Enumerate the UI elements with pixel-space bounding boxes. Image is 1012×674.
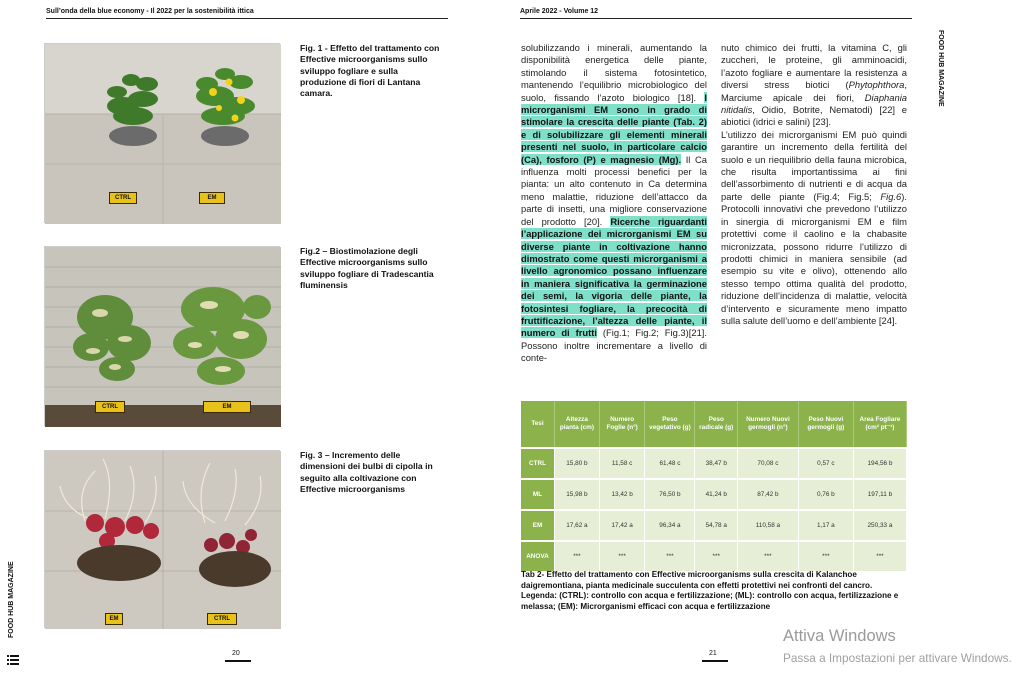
col2-paragraph-2 <box>721 129 907 328</box>
figure-3-caption: Fig. 3 – Incremento delle dimensioni dei bulbi di cipolla in seguito alla coltivazione con Effective microorganisms <box>300 450 433 494</box>
left-header-rule <box>46 18 448 19</box>
table-header-cell: Peso Nuovi germogli (g) <box>799 401 854 447</box>
table-cell: 87,42 b <box>738 478 799 509</box>
figure-3-label-b: CTRL <box>207 613 237 625</box>
figure-1-label-b: EM <box>199 192 225 204</box>
col1-text-1: solubilizzando i minerali, aumentando la disponibilità energetica delle piante, stimolando il sistema fotosintetico, mantenendo l’equilibrio microbiologico del suolo, fissando l’azoto biologico [18]. <box>521 42 707 103</box>
table-header-cell: Numero Nuovi germogli (n°) <box>738 401 799 447</box>
table-header-cell: Peso vegetativo (g) <box>645 401 695 447</box>
windows-activation-subtitle: Passa a Impostazioni per attivare Windows. <box>783 651 1012 665</box>
table-cell: 110,58 a <box>738 509 799 540</box>
table-cell: *** <box>600 540 646 571</box>
table-cell: 96,34 a <box>645 509 695 540</box>
right-header-rule <box>520 18 912 19</box>
table-row <box>521 447 907 478</box>
col2-p1-text-a: nuto chimico dei frutti, la vitamina C, gli zuccheri, le proteine, gli amminoacidi, l’azoto fogliare e aumentare la resistenza a diversi stress biotici ( <box>721 42 907 91</box>
article-column-1 <box>521 42 707 365</box>
right-page-header: Aprile 2022 - Volume 12 <box>520 8 599 15</box>
table-cell: 76,50 b <box>645 478 695 509</box>
right-page-number: 21 <box>709 650 717 657</box>
col2-p2-italic-fig6: Fig.6 <box>880 190 902 202</box>
table-row <box>521 540 907 571</box>
table-cell: 70,08 c <box>738 447 799 478</box>
table-cell: *** <box>645 540 695 571</box>
table-header-cell: Peso radicale (g) <box>695 401 738 447</box>
right-side-label: FOOD HUB MAGAZINE <box>937 30 944 107</box>
col2-p1-italic-phytophthora: Phytophthora <box>848 79 905 91</box>
figure-1-label-a: CTRL <box>109 192 137 204</box>
col1-text-3: (Fig.1; Fig.2; Fig.3)[21]. Possono inoltre incrementare a livello di conte- <box>521 327 708 364</box>
right-page-number-rule <box>702 660 728 662</box>
col2-p2-text-a: L’utilizzo dei microrganismi EM può quindi garantire un incremento della fertilità del suolo e un riequilibrio della fauna microbica, che risulta importantissima ai fini dell’assorbimento di nutrienti e di acqua da parte delle piante (Fig.4; Fig.5; <box>721 128 907 202</box>
figure-2-caption: Fig.2 – Biostimolazione degli Effective microorganisms sullo sviluppo fogliare di Tradescantia fluminensis <box>300 246 434 290</box>
col2-p1-text-c: , Marciume apicale dei fiori, <box>721 79 907 103</box>
table-cell: 54,78 a <box>695 509 738 540</box>
table-header-row <box>521 401 907 447</box>
table-row <box>521 509 907 540</box>
col2-p2-text-c: ). Protocolli innovativi che prevedono l’utilizzo in sinergia di microrganismi EM e film protettivi come il caolino e la chabasite micronizzata, possono ridurre l’utilizzo di prodotti chimici in maniera sensibile (ad esempio su vite e olivo), ottenendo allo stesso tempo ottima qualità del prodotto, riduzione dell’incidenza di malattie, velocità d’intervento e sicuramente meno impatto sulla salute dell’uomo e dell’ambiente [24]. <box>721 190 907 326</box>
figure-2-label-a: CTRL <box>95 401 125 413</box>
table-cell: 0,76 b <box>799 478 854 509</box>
table-cell: 250,33 a <box>854 509 907 540</box>
col1-highlight-1: I microrganismi EM sono in grado di stimolare la crescita delle piante (Tab. 2) e di solubilizzare gli elementi minerali presenti nel suolo, in particolare calcio (Ca), fosforo (P) e magnesio (Mg). <box>521 91 708 165</box>
table-cell: 61,48 c <box>645 447 695 478</box>
table-cell: *** <box>799 540 854 571</box>
figure-1-photo <box>44 43 280 223</box>
table-header-cell: Numero Foglie (n°) <box>600 401 646 447</box>
col2-p1-text-e: , Oidio, Botrite, Nematodi) [22] e abiotici (idrici e salini) [23]. <box>721 104 907 128</box>
table-cell: 15,80 b <box>555 447 600 478</box>
left-page-number: 20 <box>232 650 240 657</box>
table-cell: *** <box>555 540 600 571</box>
col1-text-2: Il Ca influenza molti processi benefici per la pianta: un alto contenuto in Ca determina meno malattie, riduzione dell’attacco da parte di insetti, una migliore conservazione del prodotto [20]. <box>521 153 707 227</box>
table-row-label: ML <box>521 478 555 509</box>
table-row <box>521 478 907 509</box>
results-table <box>521 401 907 571</box>
table-cell: 0,57 c <box>799 447 854 478</box>
table-cell: 15,98 b <box>555 478 600 509</box>
table-row-label: ANOVA <box>521 540 555 571</box>
table-row-label: EM <box>521 509 555 540</box>
table-cell: 17,42 a <box>600 509 646 540</box>
col2-p1-italic-diaphania: Diaphania nitidalis <box>721 91 907 116</box>
menu-list-icon[interactable] <box>7 654 19 666</box>
table-header-cell: Altezza pianta (cm) <box>555 401 600 447</box>
left-page-number-rule <box>225 660 251 662</box>
col1-highlight-2: Ricerche riguardanti l’applicazione dei microrganismi EM su diverse piante in coltivazione hanno dimostrato come questi microrganismi a livello agronomico possano influenzare in maniera significativa la germinazione dei semi, la vigoria delle piante, la fotosintesi fogliare, la precocità di fruttificazione, l’altezza delle piante, il numero di frutti <box>521 215 707 339</box>
table-cell: 194,56 b <box>854 447 907 478</box>
table-cell: 41,24 b <box>695 478 738 509</box>
table-row-label: CTRL <box>521 447 555 478</box>
table-cell: 17,62 a <box>555 509 600 540</box>
table-cell: 38,47 b <box>695 447 738 478</box>
windows-activation-title: Attiva Windows <box>783 627 896 645</box>
left-side-label: FOOD HUB MAGAZINE <box>8 561 15 638</box>
table-cell: *** <box>854 540 907 571</box>
figure-3-photo <box>44 450 280 628</box>
table-cell: 13,42 b <box>600 478 646 509</box>
article-column-2 <box>721 42 907 327</box>
figure-2-photo <box>44 246 280 426</box>
figure-1-caption: Fig. 1 - Effetto del trattamento con Effective microorganisms sullo sviluppo fogliare e sulla produzione di fiori di Lantana camara. <box>300 43 440 99</box>
table-cell: 1,17 a <box>799 509 854 540</box>
col2-paragraph-1 <box>721 42 907 129</box>
figure-2-label-b: EM <box>203 401 251 413</box>
table-cell: *** <box>738 540 799 571</box>
left-page-header: Sull’onda della blue economy - Il 2022 per la sostenibilità ittica <box>46 8 254 15</box>
table-caption: Tab 2- Effetto del trattamento con Effective microorganisms sulla crescita di Kalanchoe daigremontiana, pianta medicinale succulenta con effetti protettivi nei confronti del cancro. Legenda: (CTRL): controllo con acqua e fertilizzazione; (ML): controllo con acqua, fertilizzazione e melassa; (EM): Microrganismi efficaci con acqua e fertilizzazione <box>521 570 899 611</box>
table-cell: 11,58 c <box>600 447 646 478</box>
figure-3-label-a: EM <box>105 613 123 625</box>
table-header-cell: Tesi <box>521 401 555 447</box>
table-header-cell: Area Fogliare (cm² pt⁻¹) <box>854 401 907 447</box>
table-cell: 197,11 b <box>854 478 907 509</box>
table-cell: *** <box>695 540 738 571</box>
